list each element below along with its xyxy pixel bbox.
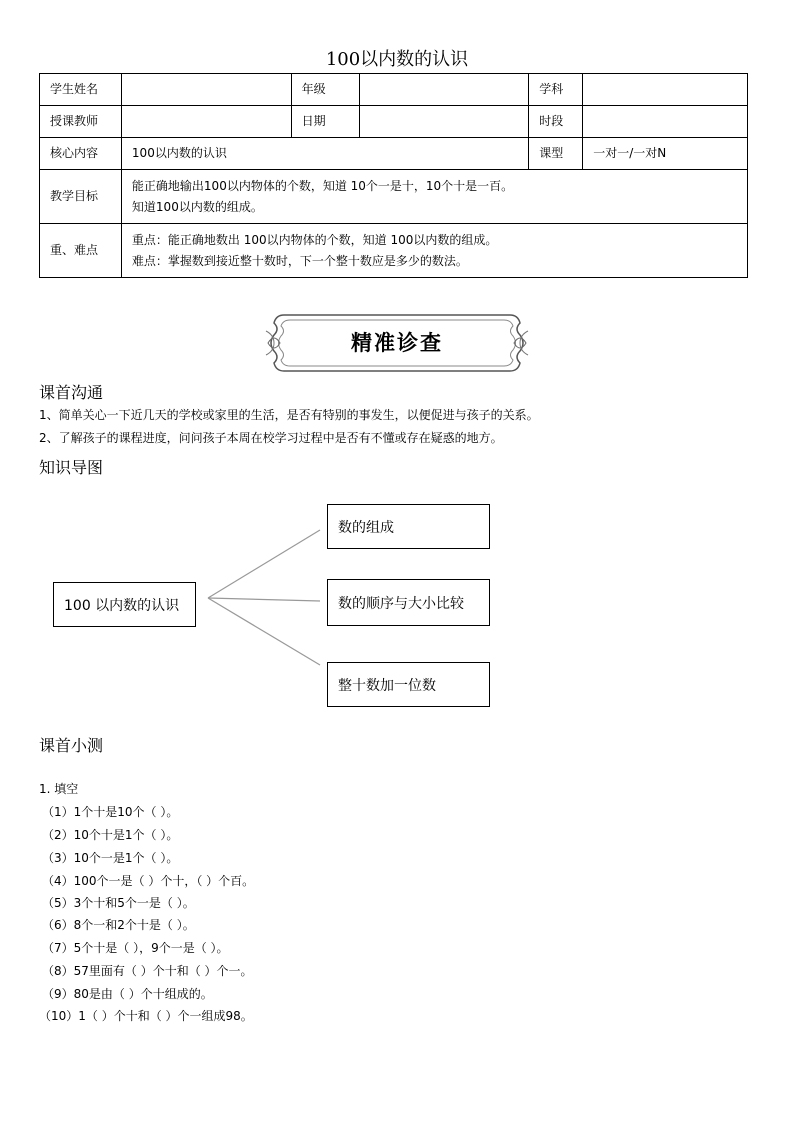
mindmap-branch-node: 数的组成 [327,504,490,549]
communication-heading: 课首沟通 [39,383,104,402]
connector-line [208,598,320,601]
subject-label: 学科 [529,74,583,106]
date-value[interactable] [359,106,529,138]
key-points-value [121,224,747,278]
communication-item: 2、了解孩子的课程进度，问问孩子本周在校学习过程中是否有不懂或存在疑惑的地方。 [39,431,503,445]
key-points-label: 重、难点 [40,224,122,278]
table-row [40,138,748,170]
table-row [40,170,748,224]
question-title: 1. 填空 [39,782,79,796]
teacher-value[interactable] [121,106,291,138]
mindmap-heading: 知识导图 [39,458,104,477]
lesson-info-table [39,73,748,278]
subject-value[interactable] [583,74,748,106]
mindmap-branch-node: 数的顺序与大小比较 [327,579,490,626]
goals-line: 能正确地输出100以内物体的个数，知道 10个一是十，10个十是一百。 [131,178,514,193]
quiz-item: （1）1个十是10个（ ）。 [42,805,179,819]
goals-line: 知道100以内数的组成。 [131,199,263,214]
page-title: 100以内数的认识 [325,49,469,70]
quiz-item: （10）1（ ）个十和（ ）个一组成98。 [39,1009,253,1023]
goals-label: 教学目标 [40,170,122,224]
quiz-item: （2）10个十是1个（ ）。 [42,828,179,842]
date-label: 日期 [291,106,359,138]
student-name-value[interactable] [121,74,291,106]
goals-value [121,170,747,224]
communication-item: 1、简单关心一下近几天的学校或家里的生活，是否有特别的事发生，以便促进与孩子的关系。 [39,408,539,422]
mindmap-branch-node: 整十数加一位数 [327,662,490,707]
difficulty-line: 难点：掌握数到接近整十数时，下一个整十数应是多少的数法。 [131,253,468,268]
lesson-type-value: 一对一/一对N [583,138,748,170]
section-banner [264,311,530,375]
quiz-item: （6）8个一和2个十是（ ）。 [42,918,195,932]
student-name-label: 学生姓名 [40,74,122,106]
table-row [40,74,748,106]
quiz-item: （8）57里面有（ ）个十和（ ）个一。 [42,964,253,978]
quiz-item: （3）10个一是1个（ ）。 [42,851,179,865]
core-content-label: 核心内容 [40,138,122,170]
period-value[interactable] [583,106,748,138]
grade-value[interactable] [359,74,529,106]
connector-line [208,530,320,598]
quiz-heading: 课首小测 [39,736,104,755]
key-point-line: 重点：能正确地数出 100以内物体的个数，知道 100以内数的组成。 [131,232,498,247]
quiz-item: （9）80是由（ ）个十组成的。 [42,987,213,1001]
grade-label: 年级 [291,74,359,106]
quiz-item: （4）100个一是（ ）个十，（ ）个百。 [42,874,255,888]
mindmap-root-node: 100 以内数的认识 [53,582,196,627]
teacher-label: 授课教师 [40,106,122,138]
quiz-item: （5）3个十和5个一是（ ）。 [42,896,195,910]
table-row [40,224,748,278]
quiz-item: （7）5个十是（ ），9个一是（ ）。 [42,941,229,955]
knowledge-mindmap [0,495,794,715]
banner-title: 精准诊查 [351,330,443,355]
core-content-value: 100以内数的认识 [121,138,528,170]
period-label: 时段 [529,106,583,138]
lesson-type-label: 课型 [529,138,583,170]
connector-line [208,598,320,665]
table-row [40,106,748,138]
